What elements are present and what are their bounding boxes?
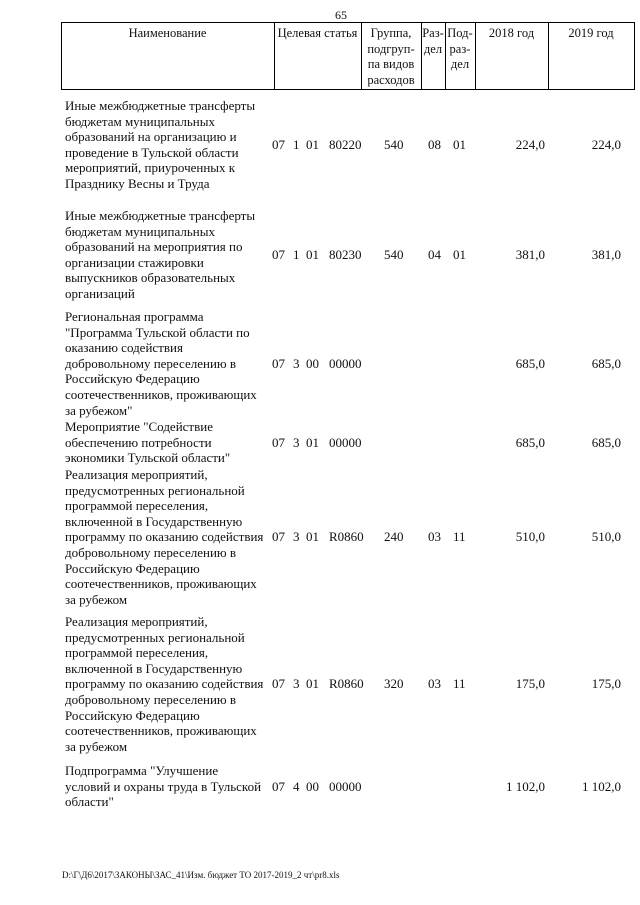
- row-name-line: добровольному переселению в: [65, 544, 236, 560]
- row-name-line: экономики Тульской области": [65, 450, 231, 466]
- header-group-line: Группа,: [370, 26, 412, 40]
- row-name-line: мероприятий, приуроченных к: [65, 160, 236, 176]
- row-name-line: организаций: [65, 285, 135, 301]
- row-name-line: области": [65, 794, 114, 810]
- cell-event: 01: [306, 247, 319, 262]
- cell-code: 00000: [329, 355, 362, 371]
- header-section-line: дел: [423, 41, 443, 56]
- cell-program: 07: [272, 676, 285, 692]
- cell-program: 07: [272, 247, 285, 262]
- cell-code: R0860: [329, 676, 364, 692]
- row-name-line: предусмотренных региональной: [65, 482, 245, 498]
- cell-y2019: 1 102,0: [582, 778, 621, 794]
- cell-event: 00: [306, 355, 319, 371]
- cell-group: 320: [384, 676, 404, 692]
- header-target: Целевая статья: [277, 26, 358, 40]
- cell-sub: 1: [293, 247, 300, 262]
- cell-y2018: 381,0: [515, 247, 545, 262]
- cell-group: 240: [384, 529, 404, 545]
- cell-y2018: 510,0: [515, 529, 545, 545]
- cell-subsection: 11: [453, 529, 466, 545]
- row-name-line: условий и охраны труда в Тульской: [65, 778, 262, 794]
- row-name-line: добровольному переселению в: [65, 355, 236, 371]
- cell-program: 07: [272, 137, 285, 152]
- row-name-line: выпускников образовательных: [65, 270, 236, 286]
- row-name-line: обеспечению потребности: [65, 434, 212, 450]
- row-name: [65, 763, 275, 810]
- row-name-line: образований на мероприятия по: [65, 239, 243, 255]
- cell-program: 07: [272, 529, 285, 545]
- cell-sub: 3: [293, 434, 300, 450]
- row-name-line: Региональная программа: [65, 309, 204, 324]
- page-number: 65: [335, 8, 347, 22]
- cell-code: 00000: [329, 434, 362, 450]
- header-name: Наименование: [128, 26, 207, 40]
- header-border: [634, 22, 635, 90]
- row-name-line: Реализация мероприятий,: [65, 614, 208, 629]
- row-name-line: Российскую Федерацию: [65, 560, 200, 576]
- header-subsection-line: Под-: [447, 26, 473, 40]
- cell-code: 80230: [329, 247, 362, 262]
- row-name-line: бюджетам муниципальных: [65, 223, 215, 239]
- row-name-line: Иные межбюджетные трансферты: [65, 98, 256, 113]
- row-name: [65, 98, 275, 192]
- row-name-line: включенной в Государственную: [65, 660, 243, 676]
- cell-sub: 4: [293, 778, 300, 794]
- row-name-line: программой переселения,: [65, 645, 209, 661]
- cell-y2018: 175,0: [515, 676, 545, 692]
- header-group-line: подгруп-: [367, 41, 415, 56]
- header-2019: 2019 год: [568, 26, 614, 40]
- row-name-line: Мероприятие "Содействие: [65, 419, 213, 434]
- cell-program: 07: [272, 434, 285, 450]
- row-name-line: соотечественников, проживающих: [65, 386, 257, 402]
- row-name-line: Празднику Весны и Труда: [65, 175, 210, 191]
- cell-sub: 3: [293, 676, 300, 692]
- row-name-line: добровольному переселению в: [65, 691, 236, 707]
- cell-y2019: 381,0: [591, 247, 621, 262]
- header-subsection: [445, 26, 475, 73]
- row-name-line: Реализация мероприятий,: [65, 467, 208, 482]
- cell-section: 03: [428, 529, 441, 545]
- header-2018: 2018 год: [488, 26, 535, 40]
- row-name-line: за рубежом": [65, 402, 133, 418]
- cell-event: 01: [306, 529, 319, 545]
- cell-section: 08: [428, 137, 441, 152]
- row-name: [65, 419, 275, 466]
- row-name-line: Российскую Федерацию: [65, 371, 200, 387]
- header-subsection-line: дел: [450, 57, 470, 71]
- cell-group: 540: [384, 137, 404, 152]
- cell-y2018: 224,0: [515, 137, 545, 152]
- header-section-line: Раз-: [422, 26, 444, 40]
- cell-subsection: 01: [453, 137, 466, 152]
- row-name-line: включенной в Государственную: [65, 513, 243, 529]
- cell-code: 00000: [329, 778, 362, 794]
- header-section: [421, 26, 445, 57]
- row-name: [65, 309, 275, 418]
- cell-section: 03: [428, 676, 441, 692]
- cell-program: 07: [272, 778, 285, 794]
- cell-event: 01: [306, 676, 319, 692]
- row-name-line: проведение в Тульской области: [65, 144, 239, 160]
- cell-event: 00: [306, 778, 319, 794]
- row-name: [65, 467, 275, 607]
- cell-section: 04: [428, 247, 441, 262]
- row-name-line: программой переселения,: [65, 498, 209, 514]
- table-header: [61, 22, 635, 90]
- cell-code: 80220: [329, 137, 362, 152]
- row-name-line: образований на организацию и: [65, 129, 237, 145]
- row-name-line: соотечественников, проживающих: [65, 576, 257, 592]
- file-path-footer: D:\Г\Д6\2017\ЗАКОНЫ\ЗАС_41\Изм. бюджет ТО 2017-2019_2 чт\pr8.xls: [62, 870, 340, 880]
- cell-y2018: 685,0: [515, 434, 545, 450]
- row-name-line: соотечественников, проживающих: [65, 723, 257, 739]
- cell-code: R0860: [329, 529, 364, 545]
- row-name-line: программу по оказанию содействия: [65, 676, 264, 692]
- header-group-line: па видов: [367, 57, 415, 71]
- cell-sub: 3: [293, 529, 300, 545]
- header-group: [361, 26, 421, 88]
- cell-group: 540: [384, 247, 404, 262]
- row-name-line: "Программа Тульской области по: [65, 324, 250, 340]
- cell-y2019: 510,0: [591, 529, 621, 545]
- cell-y2019: 685,0: [591, 355, 621, 371]
- cell-subsection: 11: [453, 676, 466, 692]
- cell-y2019: 224,0: [591, 137, 621, 152]
- row-name-line: организации стажировки: [65, 254, 204, 270]
- row-name-line: Российскую Федерацию: [65, 707, 200, 723]
- cell-sub: 3: [293, 355, 300, 371]
- row-name: [65, 614, 275, 754]
- row-name-line: за рубежом: [65, 591, 128, 607]
- cell-y2019: 175,0: [591, 676, 621, 692]
- row-name: [65, 208, 275, 302]
- cell-y2018: 1 102,0: [506, 778, 545, 794]
- header-group-line: расходов: [367, 72, 415, 87]
- row-name-line: за рубежом: [65, 738, 128, 754]
- cell-y2018: 685,0: [515, 355, 545, 371]
- row-name-line: Подпрограмма "Улучшение: [65, 763, 219, 778]
- cell-y2019: 685,0: [591, 434, 621, 450]
- cell-event: 01: [306, 434, 319, 450]
- header-subsection-line: раз-: [449, 41, 471, 56]
- row-name-line: Иные межбюджетные трансферты: [65, 208, 256, 223]
- cell-event: 01: [306, 137, 319, 152]
- row-name-line: программу по оказанию содействия: [65, 529, 264, 545]
- cell-subsection: 01: [453, 247, 466, 262]
- cell-sub: 1: [293, 137, 300, 152]
- row-name-line: предусмотренных региональной: [65, 629, 245, 645]
- row-name-line: оказанию содействия: [65, 340, 183, 356]
- cell-program: 07: [272, 355, 285, 371]
- row-name-line: бюджетам муниципальных: [65, 113, 215, 129]
